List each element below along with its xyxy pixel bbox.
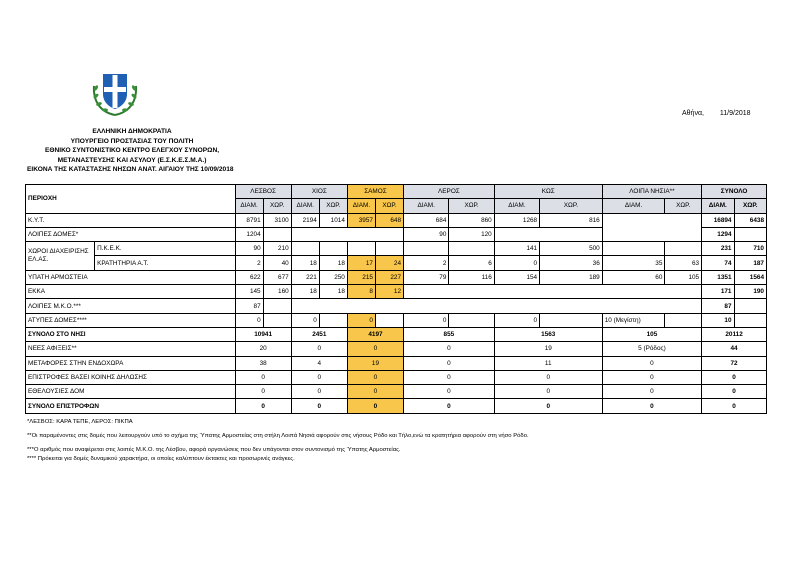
islands-status-table	[25, 184, 767, 414]
footnote-1: *ΛΕΣΒΟΣ: ΚΑΡΑ ΤΕΠΕ, ΛΕΡΟΣ: ΠΙΚΠΑ	[27, 419, 133, 425]
cell: 145	[235, 285, 263, 299]
cell: 855	[404, 327, 495, 341]
diam-label: ΔΙΑΜ.	[291, 199, 319, 213]
cell: 12	[375, 285, 403, 299]
cell: 0	[404, 313, 449, 327]
cell: 0	[404, 385, 495, 399]
cell: 18	[291, 285, 319, 299]
cell: 10	[702, 313, 734, 327]
place-label: Αθήνα,	[682, 110, 704, 117]
cell: 0	[494, 385, 602, 399]
cell: 2	[235, 256, 263, 270]
footnote-3: ***Ο αριθμός που αναφέρεται στις λοιπές Μ.Κ.Ο. της Λέσβου, αφορά οργανώσεις που δεν υπάγονται στον συντονισμό της Ύπατης Αρμοστείας.	[27, 447, 401, 454]
cell: 18	[319, 285, 347, 299]
cell	[291, 242, 319, 256]
footnote-4: **** Πρόκειται για δομές δυναμικού χαρακτήρα, οι οποίες καλύπτουν έκτακτες και προσωρινές ανάγκες.	[27, 455, 295, 462]
report-title: ΕΙΚΟΝΑ ΤΗΣ ΚΑΤΑΣΤΑΣΗΣ ΝΗΣΩΝ ΑΝΑΤ. ΑΙΓΑΙΟΥ ΤΗΣ 10/09/2018	[27, 166, 234, 174]
row-synolo-epistrofon	[26, 399, 767, 413]
cell: 141	[494, 242, 539, 256]
cell	[375, 242, 403, 256]
greek-coat-of-arms-emblem	[90, 66, 140, 118]
cell: 160	[263, 285, 291, 299]
cell	[319, 313, 347, 327]
cell: 0	[602, 370, 701, 384]
cell: 684	[404, 213, 449, 227]
row-kyt	[26, 213, 767, 227]
cell: 710	[734, 242, 767, 256]
diam-label: ΔΙΑΜ.	[494, 199, 539, 213]
cell: 0	[235, 313, 263, 327]
cell: 5 (Ρόδος)	[602, 342, 701, 356]
cell: 87	[702, 299, 734, 313]
cell: 0	[347, 342, 403, 356]
cell: 44	[702, 342, 767, 356]
row-atypes-domes	[26, 313, 767, 327]
cell: 0	[347, 399, 403, 413]
cell	[404, 242, 449, 256]
island-chios: ΧΙΟΣ	[291, 185, 347, 199]
cell: 0	[347, 385, 403, 399]
row-epistrofes	[26, 370, 767, 384]
xor-label: ΧΩΡ.	[375, 199, 403, 213]
cell: 105	[665, 270, 702, 284]
island-kos: ΚΩΣ	[494, 185, 602, 199]
cell: 1204	[235, 227, 263, 241]
cell	[319, 242, 347, 256]
date-line	[682, 110, 751, 117]
cell	[291, 227, 403, 241]
cell: 6438	[734, 213, 767, 227]
header-row-islands	[26, 185, 767, 199]
row-metafores	[26, 356, 767, 370]
cell	[665, 313, 702, 327]
diam-label: ΔΙΑΜ.	[602, 199, 665, 213]
cell: 90	[404, 227, 449, 241]
cell	[263, 299, 291, 313]
cell: 0	[291, 313, 319, 327]
cell	[263, 313, 291, 327]
cell: 20	[235, 342, 291, 356]
row-loipes-mko	[26, 299, 767, 313]
cell	[449, 242, 494, 256]
footnote-2: **Οι παραμένοντες στις δομές που λειτουργούν υπό το σχήμα της Ύπατης Αρμοστείας στη στήλη Λοιπά Νησιά αφορούν στις νήσους Ρόδο και Τήλο,ενώ τα κρατητήρια αφορούν στη νήσο Ρόδο.	[27, 433, 529, 440]
cell: 1564	[734, 270, 767, 284]
cell: 500	[540, 242, 603, 256]
cell: 250	[319, 270, 347, 284]
cell: 1294	[702, 227, 734, 241]
xor-label: ΧΩΡ.	[263, 199, 291, 213]
cell	[375, 313, 403, 327]
cell: 0	[702, 370, 767, 384]
cell: 0	[404, 370, 495, 384]
row-sublabel: Π.Κ.Ε.Κ.	[95, 242, 235, 256]
cell: 19	[347, 356, 403, 370]
cell: 20112	[702, 327, 767, 341]
cell: 0	[494, 370, 602, 384]
republic-title: ΕΛΛΗΝΙΚΗ ΔΗΜΟΚΡΑΤΙΑ	[92, 128, 172, 135]
cell: 860	[449, 213, 494, 227]
cell: 0	[347, 313, 375, 327]
row-label: ΕΚΚΑ	[26, 285, 236, 299]
xor-label: ΧΩΡ.	[449, 199, 494, 213]
cell: 0	[494, 399, 602, 413]
row-synolo-nisi	[26, 327, 767, 341]
cell: 74	[702, 256, 734, 270]
cell: 11	[494, 356, 602, 370]
row-label: ΕΘΕΛΟΥΣΙΕΣ ΔΟΜ	[26, 385, 236, 399]
island-other: ΛΟΙΠΑ ΝΗΣΙΑ**	[602, 185, 701, 199]
cell: 1563	[494, 327, 602, 341]
cell: 0	[702, 385, 767, 399]
cell: 10941	[235, 327, 291, 341]
row-label: ΛΟΙΠΕΣ Μ.Κ.Ο.***	[26, 299, 236, 313]
cell	[263, 227, 291, 241]
cell: 0	[291, 342, 347, 356]
cell: 90	[235, 242, 263, 256]
cell: 24	[375, 256, 403, 270]
cell	[347, 242, 375, 256]
cell: 35	[602, 256, 665, 270]
cell: 87	[235, 299, 263, 313]
cell: 154	[494, 270, 539, 284]
cell: 105	[602, 327, 701, 341]
cell: 0	[602, 399, 701, 413]
cell: 36	[540, 256, 603, 270]
cell: 0	[347, 370, 403, 384]
center-subtitle: ΜΕΤΑΝΑΣΤΕΥΣΗΣ ΚΑΙ ΑΣΥΛΟΥ (Ε.Σ.Κ.Ε.Σ.Μ.Α.)	[57, 156, 207, 164]
cell: 215	[347, 270, 375, 284]
cell: 17	[347, 256, 375, 270]
cell: 0	[494, 256, 539, 270]
cell	[540, 313, 603, 327]
xor-label: ΧΩΡ.	[665, 199, 702, 213]
cell: 227	[375, 270, 403, 284]
date-label: 11/9/2018	[719, 110, 751, 117]
cell: 210	[263, 242, 291, 256]
cell: 0	[291, 399, 347, 413]
xor-label: ΧΩΡ.	[319, 199, 347, 213]
cell: 221	[291, 270, 319, 284]
cell: 0	[494, 313, 539, 327]
total-header: ΣΥΝΟΛΟ	[702, 185, 767, 199]
cell: 0	[602, 385, 701, 399]
cell	[404, 285, 702, 299]
cell: 38	[235, 356, 291, 370]
cell	[291, 299, 701, 313]
row-label: ΜΕΤΑΦΟΡΕΣ ΣΤΗΝ ΕΝΔΟΧΩΡΑ	[26, 356, 236, 370]
cell: 18	[291, 256, 319, 270]
cell: 8	[347, 285, 375, 299]
cell: 0	[235, 385, 291, 399]
row-label-police-areas: ΧΩΡΟΙ ΔΙΑΧΕΙΡΙΣΗΣ ΕΛ.ΑΣ.	[26, 242, 95, 271]
row-nees-afixeis	[26, 342, 767, 356]
cell	[602, 213, 701, 242]
cell: 189	[540, 270, 603, 284]
cell: 79	[404, 270, 449, 284]
cell: 19	[494, 342, 602, 356]
cell	[734, 227, 767, 241]
cell: 60	[602, 270, 665, 284]
cell: 3957	[347, 213, 375, 227]
area-header: ΠΕΡΙΟΧΗ	[26, 185, 236, 214]
cell: 72	[702, 356, 767, 370]
cell	[449, 313, 494, 327]
row-label: ΝΕΕΣ ΑΦΙΞΕΙΣ**	[26, 342, 236, 356]
cell: 0	[702, 399, 767, 413]
row-label: ΣΥΝΟΛΟ ΣΤΟ ΝΗΣΙ	[26, 327, 236, 341]
cell: 1351	[702, 270, 734, 284]
row-kratitiria	[26, 256, 767, 270]
cell: 2451	[291, 327, 347, 341]
cell: 622	[235, 270, 263, 284]
ministry-title: ΥΠΟΥΡΓΕΙΟ ΠΡΟΣΤΑΣΙΑΣ ΤΟΥ ΠΟΛΙΤΗ	[70, 137, 194, 145]
island-leros: ΛΕΡΟΣ	[404, 185, 495, 199]
row-pkek	[26, 242, 767, 256]
cell: 1268	[494, 213, 539, 227]
diam-label: ΔΙΑΜ.	[404, 199, 449, 213]
cell: 677	[263, 270, 291, 284]
cell: 0	[404, 399, 495, 413]
cell: 120	[449, 227, 494, 241]
footnotes	[27, 418, 762, 463]
cell: 231	[702, 242, 734, 256]
island-lesvos: ΛΕΣΒΟΣ	[235, 185, 291, 199]
diam-label: ΔΙΑΜ.	[347, 199, 375, 213]
diam-label: ΔΙΑΜ.	[235, 199, 263, 213]
cell: 40	[263, 256, 291, 270]
cell: 116	[449, 270, 494, 284]
cell: 0	[404, 342, 495, 356]
row-ekka	[26, 285, 767, 299]
cell	[494, 227, 602, 241]
xor-label: ΧΩΡ.	[734, 199, 767, 213]
letterhead	[27, 127, 237, 175]
cell: 2	[404, 256, 449, 270]
row-label: ΑΤΥΠΕΣ ΔΟΜΕΣ****	[26, 313, 236, 327]
cell	[602, 242, 665, 256]
cell: 4197	[347, 327, 403, 341]
cell: 190	[734, 285, 767, 299]
cell: 3100	[263, 213, 291, 227]
row-etheloysies	[26, 385, 767, 399]
cell: 648	[375, 213, 403, 227]
cell: 8791	[235, 213, 263, 227]
cell: 2194	[291, 213, 319, 227]
cell: 6	[449, 256, 494, 270]
row-ypati-armosteia	[26, 270, 767, 284]
cell: 0	[291, 370, 347, 384]
cell: 816	[540, 213, 603, 227]
cell: 16894	[702, 213, 734, 227]
row-label: ΥΠΑΤΗ ΑΡΜΟΣΤΕΙΑ	[26, 270, 236, 284]
center-title: ΕΘΝΙΚΟ ΣΥΝΤΟΝΙΣΤΙΚΟ ΚΕΝΤΡΟ ΕΛΕΓΧΟΥ ΣΥΝΟΡΩΝ,	[44, 147, 220, 155]
cell: 18	[319, 256, 347, 270]
cell: 171	[702, 285, 734, 299]
cell: 1014	[319, 213, 347, 227]
island-samos: ΣΑΜΟΣ	[347, 185, 403, 199]
row-label: ΛΟΙΠΕΣ ΔΟΜΕΣ*	[26, 227, 236, 241]
cell: 10 (Μεγίστη)	[602, 313, 665, 327]
cell: 0	[602, 356, 701, 370]
cell	[734, 299, 767, 313]
cell: 0	[404, 356, 495, 370]
cell: 0	[291, 385, 347, 399]
cell: 0	[235, 370, 291, 384]
cell: 4	[291, 356, 347, 370]
row-label: Κ.Υ.Τ.	[26, 213, 236, 227]
row-label: ΣΥΝΟΛΟ ΕΠΙΣΤΡΟΦΩΝ	[26, 399, 236, 413]
cell	[734, 313, 767, 327]
cell	[665, 242, 702, 256]
row-sublabel: ΚΡΑΤΗΤΗΡΙΑ Α.Τ.	[95, 256, 235, 270]
cell: 0	[235, 399, 291, 413]
cell: 63	[665, 256, 702, 270]
cell: 187	[734, 256, 767, 270]
diam-label: ΔΙΑΜ.	[702, 199, 734, 213]
xor-label: ΧΩΡ.	[540, 199, 603, 213]
row-label: ΕΠΙΣΤΡΟΦΕΣ ΒΑΣΕΙ ΚΟΙΝΗΣ ΔΗΛΩΣΗΣ	[26, 370, 236, 384]
